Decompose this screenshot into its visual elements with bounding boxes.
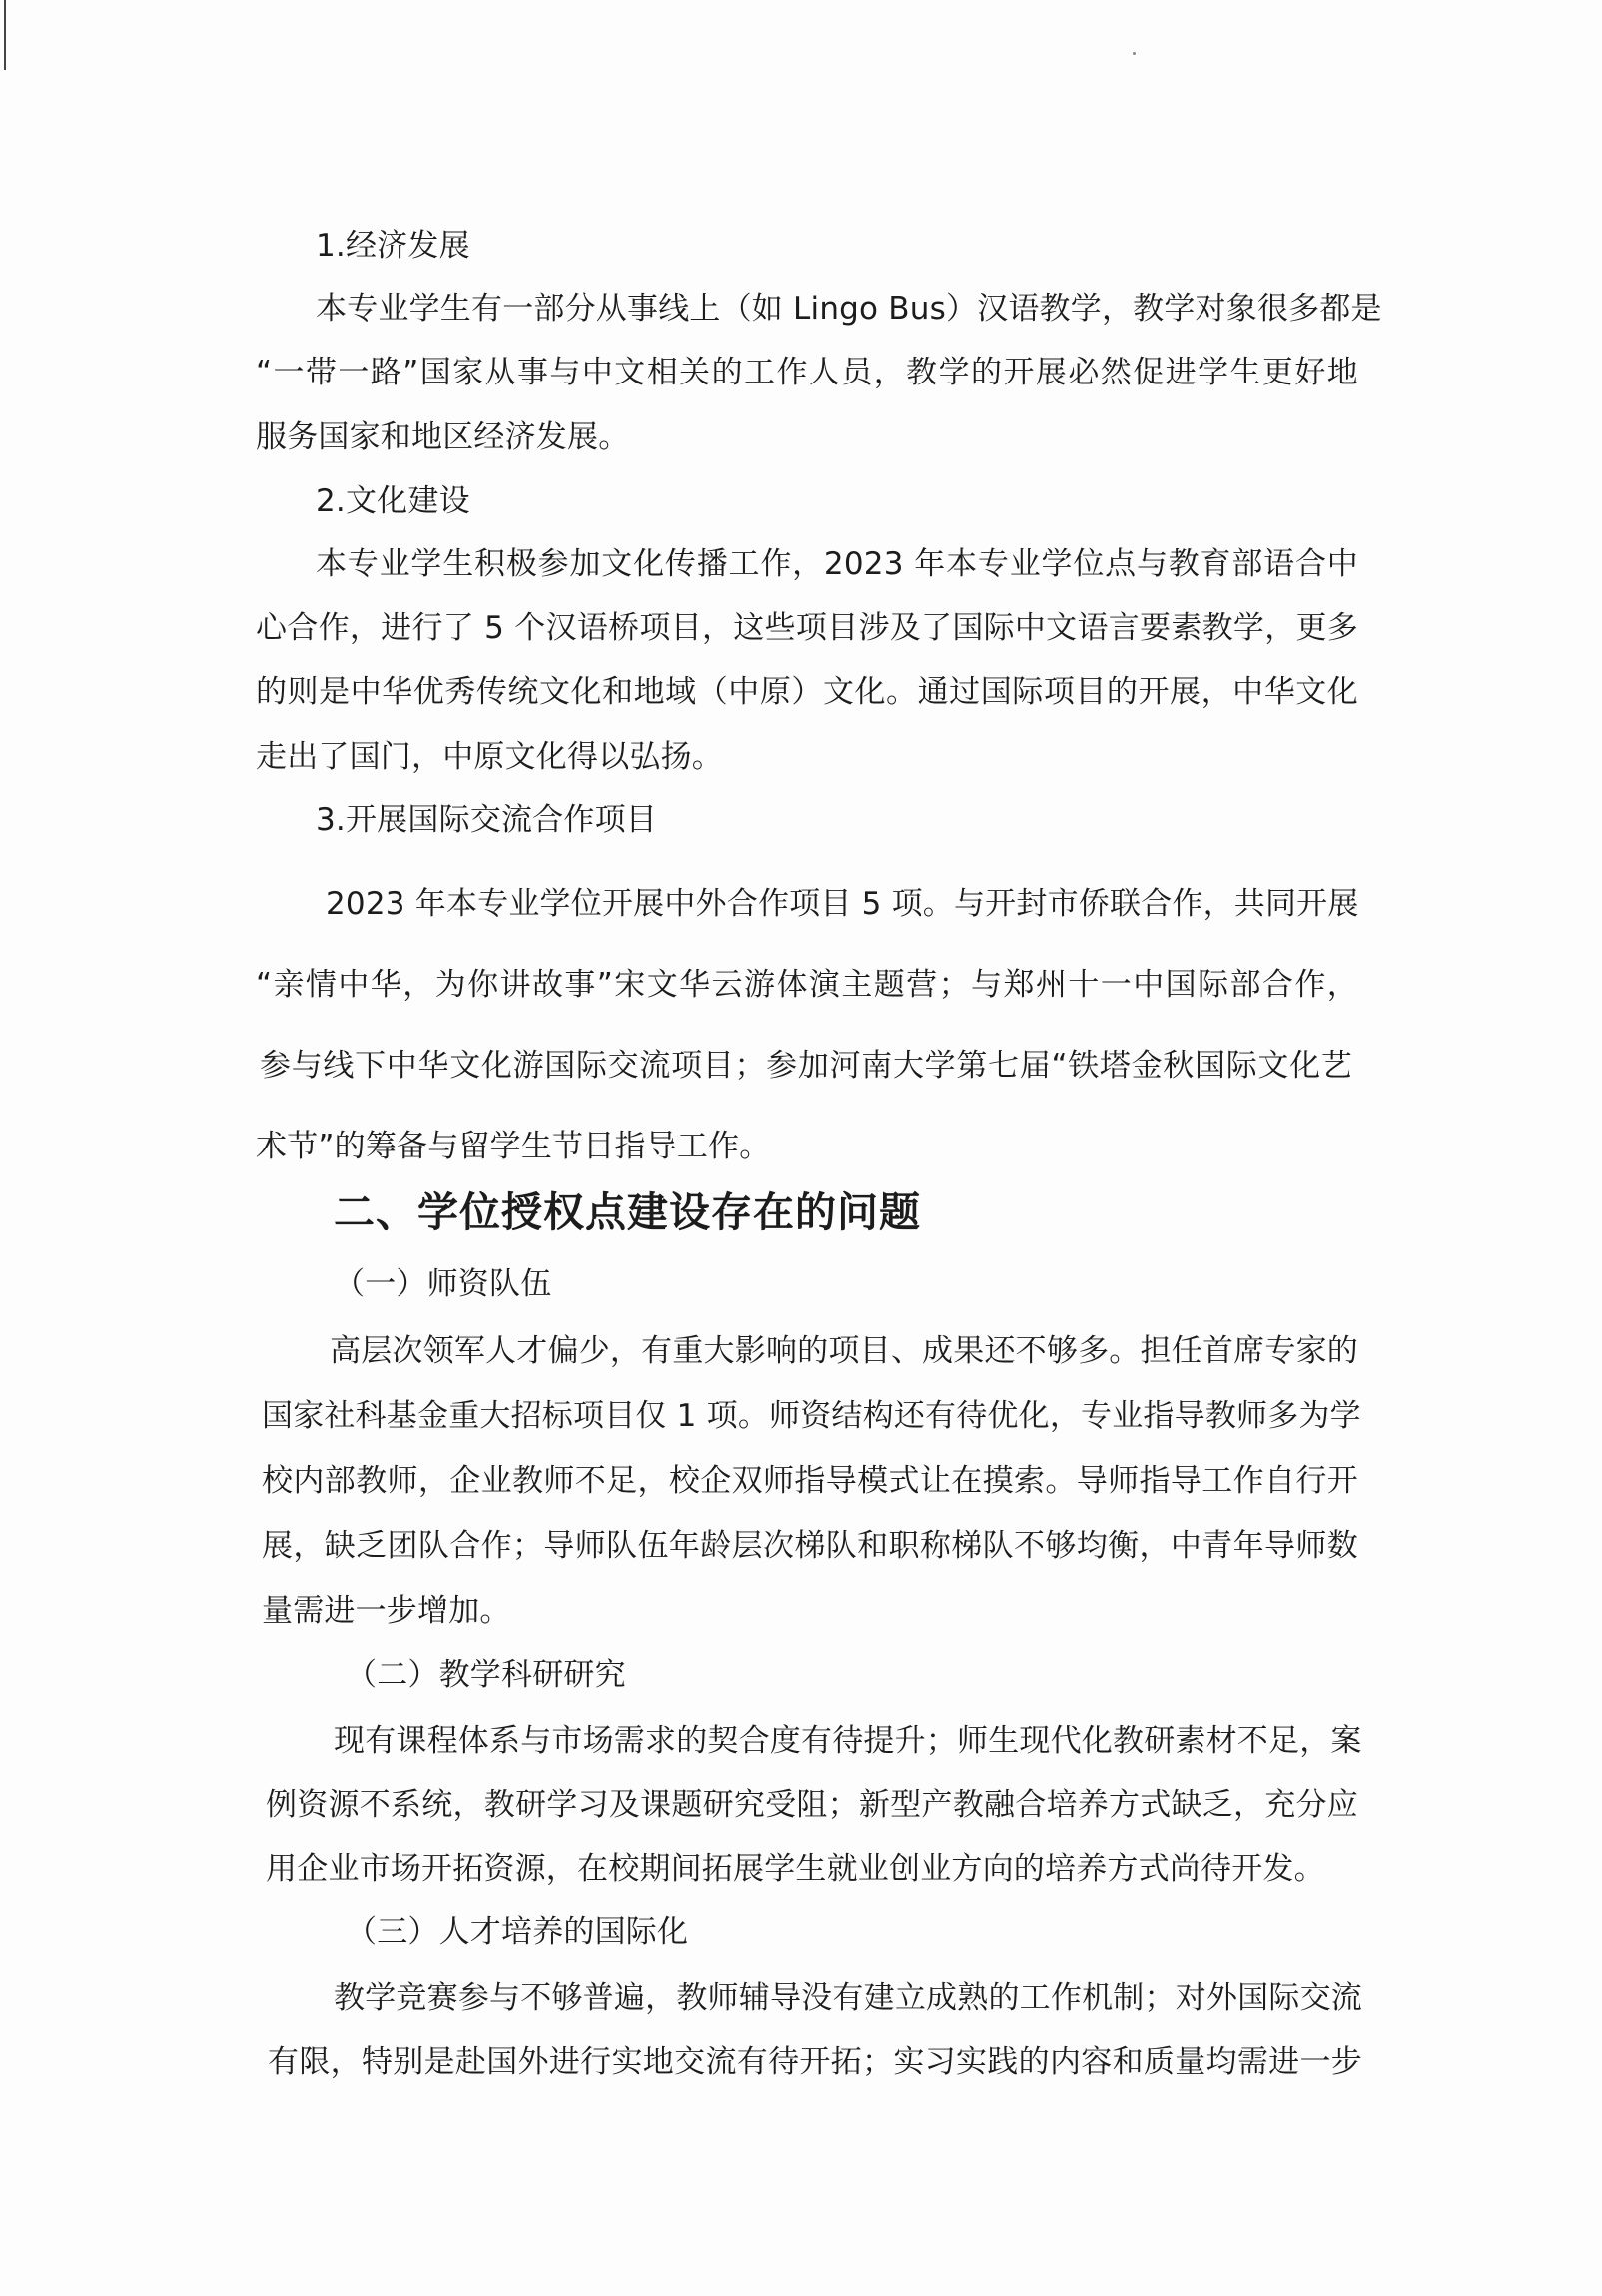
paragraph-line: 走出了国门，中原文化得以弘扬。 [256,739,723,775]
scan-edge-mark [4,0,6,70]
paragraph-line: 展，缺乏团队合作；导师队伍年龄层次梯队和职称梯队不够均衡，中青年导师数 [262,1528,1358,1564]
paragraph-line: 用企业市场开拓资源，在校期间拓展学生就业创业方向的培养方式尚待开发。 [266,1851,1325,1887]
paragraph-line: 本专业学生积极参加文化传播工作，2023 年本专业学位点与教育部语合中 [316,546,1358,582]
section-heading-culture: 2.文化建设 [316,483,470,519]
paragraph-line: 现有课程体系与市场需求的契合度有待提升；师生现代化教研素材不足，案 [334,1723,1362,1759]
paragraph-line: 高层次领军人才偏少，有重大影响的项目、成果还不够多。担任首席专家的 [330,1333,1358,1369]
paragraph-line: 2023 年本专业学位开展中外合作项目 5 项。与开封市侨联合作，共同开展 [326,886,1359,922]
paragraph-line: 服务国家和地区经济发展。 [256,419,630,455]
paragraph-line: 的则是中华优秀传统文化和地域（中原）文化。通过国际项目的开展，中华文化 [256,674,1358,710]
paragraph-line: 心合作，进行了 5 个汉语桥项目，这些项目涉及了国际中文语言要素教学，更多 [256,610,1358,646]
section-heading-exchange: 3.开展国际交流合作项目 [316,802,657,838]
subsection-heading-teaching-research: （二）教学科研研究 [346,1657,626,1693]
section-heading-economy: 1.经济发展 [316,228,470,264]
paragraph-line: 国家社科基金重大招标项目仅 1 项。师资结构还有待优化，专业指导教师多为学 [262,1398,1361,1434]
paragraph-line: 例资源不系统，教研学习及课题研究受阻；新型产教融合培养方式缺乏，充分应 [266,1787,1358,1823]
paragraph-line: 校内部教师，企业教师不足，校企双师指导模式让在摸索。导师指导工作自行开 [262,1463,1358,1499]
paragraph-line: “亲情中华，为你讲故事”宋文华云游体演主题营；与郑州十一中国际部合作， [256,967,1358,1003]
paragraph-line: 参与线下中华文化游国际交流项目；参加河南大学第七届“铁塔金秋国际文化艺 [260,1048,1352,1084]
subsection-heading-internationalization: （三）人才培养的国际化 [346,1914,689,1950]
paragraph-line: “一带一路”国家从事与中文相关的工作人员，教学的开展必然促进学生更好地 [256,355,1358,390]
paragraph-line: 术节”的筹备与留学生节目指导工作。 [256,1129,771,1164]
paragraph-line: 量需进一步增加。 [262,1593,511,1629]
chapter-title: 二、学位授权点建设存在的问题 [334,1188,921,1236]
subsection-heading-faculty: （一）师资队伍 [334,1266,552,1302]
paragraph-line: 教学竞赛参与不够普遍，教师辅导没有建立成熟的工作机制；对外国际交流 [334,1980,1362,2016]
paragraph-line: 有限，特别是赴国外进行实地交流有待开拓；实习实践的内容和质量均需进一步 [268,2044,1362,2080]
scan-speck [1133,52,1136,55]
paragraph-line: 本专业学生有一部分从事线上（如 Lingo Bus）汉语教学，教学对象很多都是 [316,291,1382,327]
